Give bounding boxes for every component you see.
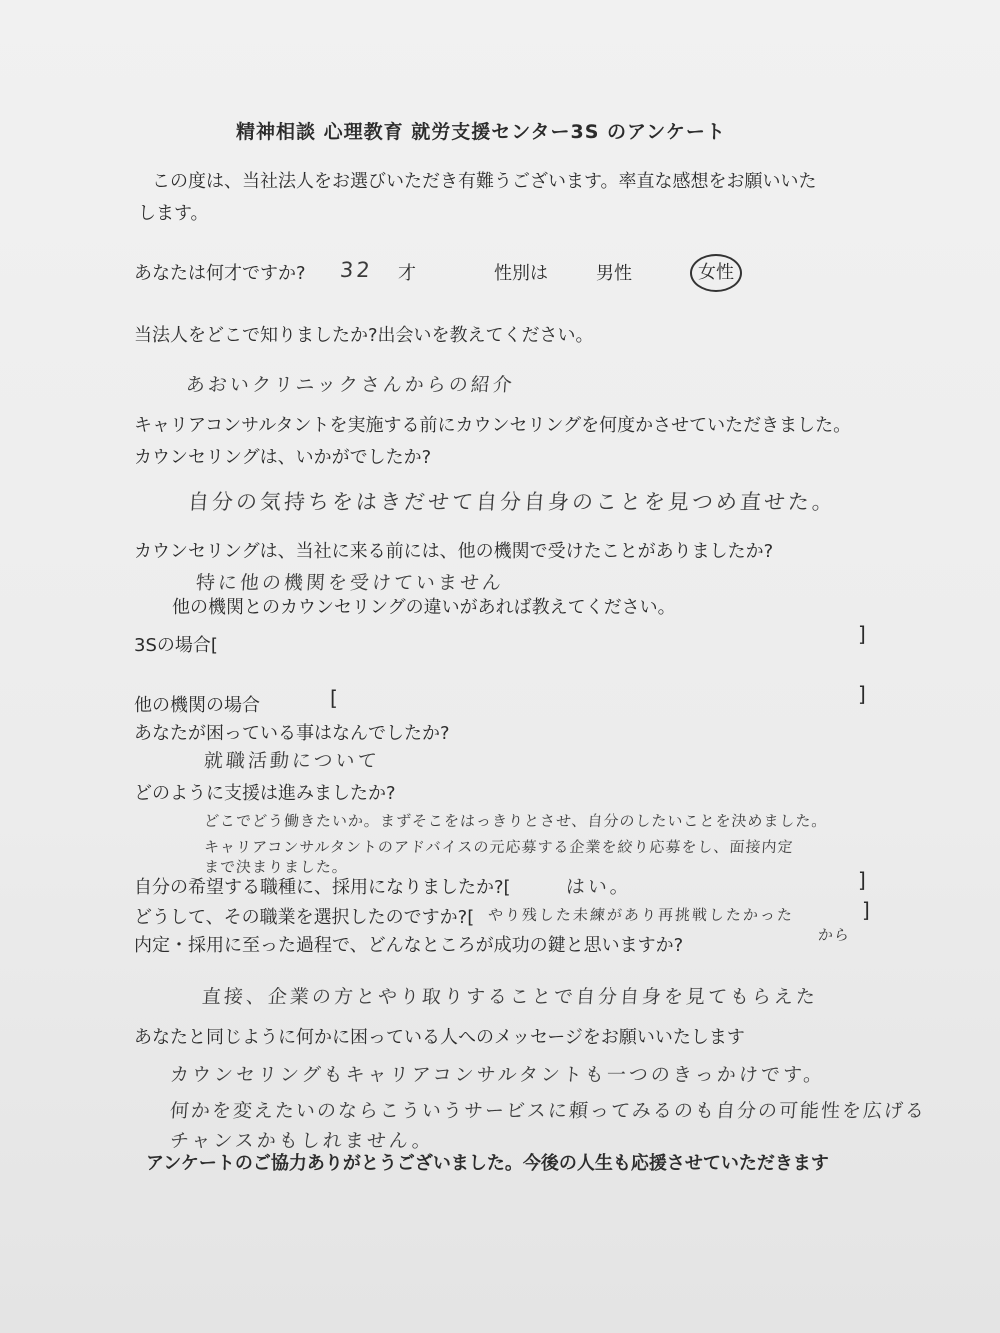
page-title: 精神相談 心理教育 就労支援センター3S のアンケート [236,121,726,143]
case-3s-label: 3Sの場合[ [134,635,218,656]
case-other-label: 他の機関の場合 [134,695,260,716]
q7-answer-tail: から [817,926,851,944]
q5-answer-line-2: キャリアコンサルタントのアドバイスの元応募する企業を絞り応募をし、面接内定 [203,838,795,856]
q7-question: どうして、その職業を選択したのですか?[ [134,907,475,928]
q9-answer-line-3: チャンスかもしれません。 [169,1130,435,1152]
intro-line-1: この度は、当社法人をお選びいただき有難うございます。率直な感想をお願いいた [152,171,817,192]
gender-option-male: 男性 [596,263,632,284]
q3-answer: 特に他の機関を受けていません [195,572,505,594]
q2-answer: 自分の気持ちをはきだせて自分自身のことを見つめ直せた。 [187,490,837,514]
age-unit: 才 [398,263,416,284]
q5-question: どのように支援は進みましたか? [134,783,396,804]
q3-followup: 他の機関とのカウンセリングの違いがあれば教えてください。 [172,597,676,618]
q7-answer: やり残した未練があり再挑戦したかった [487,906,795,924]
q9-answer-line-1: カウンセリングもキャリアコンサルタントも一つのきっかけです。 [169,1064,827,1086]
case-3s-close-bracket: ] [858,622,866,646]
q7-close-bracket: ] [862,898,870,922]
q8-question: 内定・採用に至った過程で、どんなところが成功の鍵と思いますか? [134,935,684,956]
closing-message: アンケートのご協力ありがとうございました。今後の人生も応援させていただきます [146,1153,829,1174]
q2-question-line-2: カウンセリングは、いかがでしたか? [134,447,432,468]
q6-close-bracket: ] [858,868,866,892]
gender-selection-circle [690,254,742,292]
q2-question-line-1: キャリアコンサルタントを実施する前にカウンセリングを何度かさせていただきました。 [134,415,852,436]
q1-question: 当法人をどこで知りましたか?出会いを教えてください。 [134,325,594,346]
gender-option-female: 女性 [698,262,734,283]
q5-answer-line-1: どこでどう働きたいか。まずそこをはっきりとさせ、自分のしたいことを決めました。 [203,812,829,830]
gender-label: 性別は [494,263,548,284]
intro-line-2: します。 [138,203,209,224]
q1-answer: あおいクリニックさんからの紹介 [185,374,516,396]
q3-question: カウンセリングは、当社に来る前には、他の機関で受けたことがありましたか? [134,541,774,562]
q6-question: 自分の希望する職種に、採用になりましたか?[ [134,877,511,898]
age-answer: 32 [339,258,374,282]
q9-question: あなたと同じように何かに困っている人へのメッセージをお願いいたします [134,1027,745,1048]
case-other-open-bracket: [ [330,686,338,710]
case-other-close-bracket: ] [858,682,866,706]
q4-question: あなたが困っている事はなんでしたか? [134,723,450,744]
age-question: あなたは何才ですか? [134,263,306,284]
q8-answer: 直接、企業の方とやり取りすることで自分自身を見てもらえた [201,986,819,1008]
q4-answer: 就職活動について [203,750,381,772]
q5-answer-line-3: まで決まりました。 [203,858,349,876]
q9-answer-line-2: 何かを変えたいのならこういうサービスに頼ってみるのも自分の可能性を広げる [169,1100,927,1122]
q6-answer: はい。 [565,876,633,898]
